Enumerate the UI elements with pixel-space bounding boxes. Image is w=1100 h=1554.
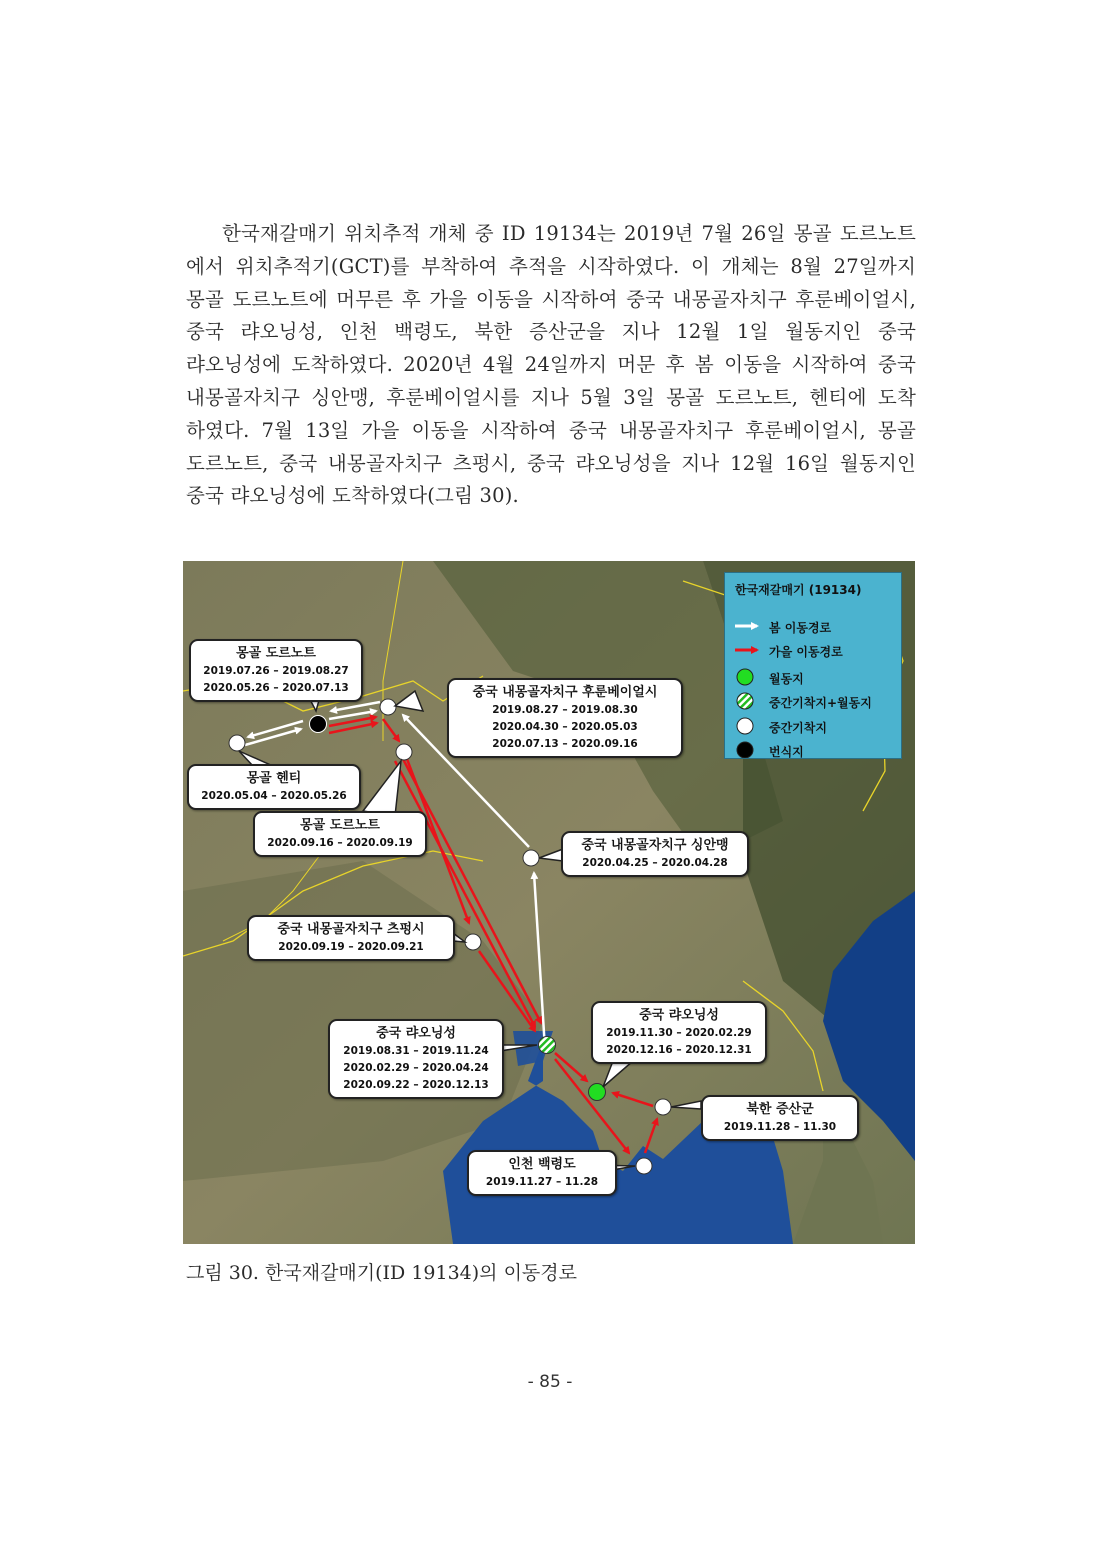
callout-title: 중국 내몽골자치구 후룬베이얼시 [472, 685, 658, 700]
legend-title: 한국재갈매기 (19134) [735, 583, 862, 597]
legend-item-spring: 봄 이동경로 [769, 621, 832, 635]
breeding-site-dornod [310, 716, 327, 733]
legend-item-stopover: 중간기착지 [769, 721, 827, 735]
callout-baengnyeong [467, 1150, 617, 1196]
callout-title: 북한 증산군 [746, 1102, 814, 1117]
callout-date: 2020.04.30 – 2020.05.03 [492, 721, 638, 733]
callout-date: 2020.05.26 – 2020.07.13 [203, 682, 349, 694]
callout-title: 몽골 도르노트 [236, 646, 316, 661]
callout-date: 2019.11.30 – 2020.02.29 [606, 1027, 752, 1039]
paragraph-line: 에서 위치추적기(GCT)를 부착하여 추적을 시작하였다. 이 개체는 8월 27일까지 [186, 254, 916, 278]
callout-date: 2019.11.27 – 11.28 [485, 1176, 599, 1188]
stopover-wintering-site-liaoning [539, 1037, 556, 1054]
callout-xinganmeng [561, 831, 749, 877]
figure-caption: 그림 30. 한국재갈매기(ID 19134)의 이동경로 [186, 1262, 577, 1284]
callout-date: 2020.07.13 – 2020.09.16 [492, 738, 638, 750]
callout-title: 몽골 도르노트 [300, 818, 380, 833]
callout-dornod-breeding [189, 639, 363, 702]
callout-chifeng [247, 915, 455, 961]
paragraph-line: 랴오닝성에 도착하였다. 2020년 4월 24일까지 머문 후 봄 이동을 시작하여 중국 [186, 353, 916, 377]
callout-title: 중국 랴오닝성 [376, 1026, 456, 1041]
stopover-site-hulunbuir [380, 699, 396, 715]
migration-map-figure [183, 561, 915, 1244]
paragraph-line: 중국 랴오닝성에 도착하였다(그림 30). [186, 484, 519, 508]
callout-title: 중국 내몽골자치구 싱안맹 [581, 838, 729, 853]
stopover-site-jeungsan [655, 1099, 671, 1115]
callout-title: 인천 백령도 [508, 1157, 576, 1172]
callout-date: 2020.05.04 – 2020.05.26 [201, 790, 347, 802]
callout-dornod-stopover [253, 811, 427, 857]
stopover-site-icon [737, 718, 753, 734]
paragraph-line: 한국재갈매기 위치추적 개체 중 ID 19134는 2019년 7월 26일 몽골 도르노트 [222, 222, 916, 245]
map-legend [724, 572, 902, 759]
legend-item-breeding: 번식지 [769, 745, 804, 759]
callout-liaoning-wintering [591, 1001, 767, 1064]
callout-date: 2020.09.16 – 2020.09.19 [267, 837, 413, 849]
callout-hulunbuir [447, 678, 683, 758]
callout-date: 2019.08.31 – 2019.11.24 [343, 1045, 489, 1057]
callout-date: 2020.02.29 – 2020.04.24 [343, 1062, 489, 1074]
paragraph-line: 내몽골자치구 싱안맹, 후룬베이얼시를 지나 5월 3일 몽골 도르노트, 헨티에 도착 [186, 385, 916, 409]
stopover-site-chifeng [465, 934, 481, 950]
paragraph-line: 하였다. 7월 13일 가을 이동을 시작하여 중국 내몽골자치구 후룬베이얼시, 몽골 [186, 418, 916, 442]
stopover-site-baengnyeong [636, 1158, 652, 1174]
stopover-wintering-icon [737, 693, 753, 709]
callout-title: 중국 내몽골자치구 츠펑시 [277, 922, 425, 937]
callout-date: 2019.07.26 – 2019.08.27 [203, 665, 349, 677]
callout-date: 2020.09.22 – 2020.12.13 [343, 1079, 489, 1091]
body-paragraph [186, 218, 916, 513]
callout-liaoning-stopover [328, 1019, 504, 1099]
callout-khentii [187, 764, 361, 810]
legend-item-autumn: 가을 이동경로 [769, 645, 843, 659]
paragraph-line: 몽골 도르노트에 머무른 후 가을 이동을 시작하여 중국 내몽골자치구 후룬베이얼시, [186, 287, 916, 311]
legend-item-stopover-wintering: 중간기착지+월동지 [769, 696, 872, 710]
paragraph-line: 도르노트, 중국 내몽골자치구 츠펑시, 중국 랴오닝성을 지나 12월 16일 월동지인 [186, 451, 916, 475]
stopover-site-khentii [229, 735, 245, 751]
paragraph-line: 중국 랴오닝성, 인천 백령도, 북한 증산군을 지나 12월 1일 월동지인 중국 [186, 320, 916, 344]
wintering-site-icon [737, 669, 753, 685]
legend-item-wintering: 월동지 [769, 672, 804, 686]
callout-date: 2020.04.25 – 2020.04.28 [582, 857, 728, 869]
callout-title: 몽골 헨티 [246, 771, 302, 786]
callout-date: 2019.11.28 – 11.30 [723, 1121, 837, 1133]
callout-date: 2020.12.16 – 2020.12.31 [606, 1044, 752, 1056]
callout-date: 2019.08.27 – 2019.08.30 [492, 704, 638, 716]
callout-date: 2020.09.19 – 2020.09.21 [278, 941, 424, 953]
callout-title: 중국 랴오닝성 [639, 1008, 719, 1023]
callout-jeungsan [701, 1095, 859, 1141]
page-number: - 85 - [527, 1372, 573, 1392]
breeding-site-icon [737, 742, 753, 758]
stopover-site-dornod [396, 744, 412, 760]
stopover-site-xinganmeng [523, 850, 539, 866]
